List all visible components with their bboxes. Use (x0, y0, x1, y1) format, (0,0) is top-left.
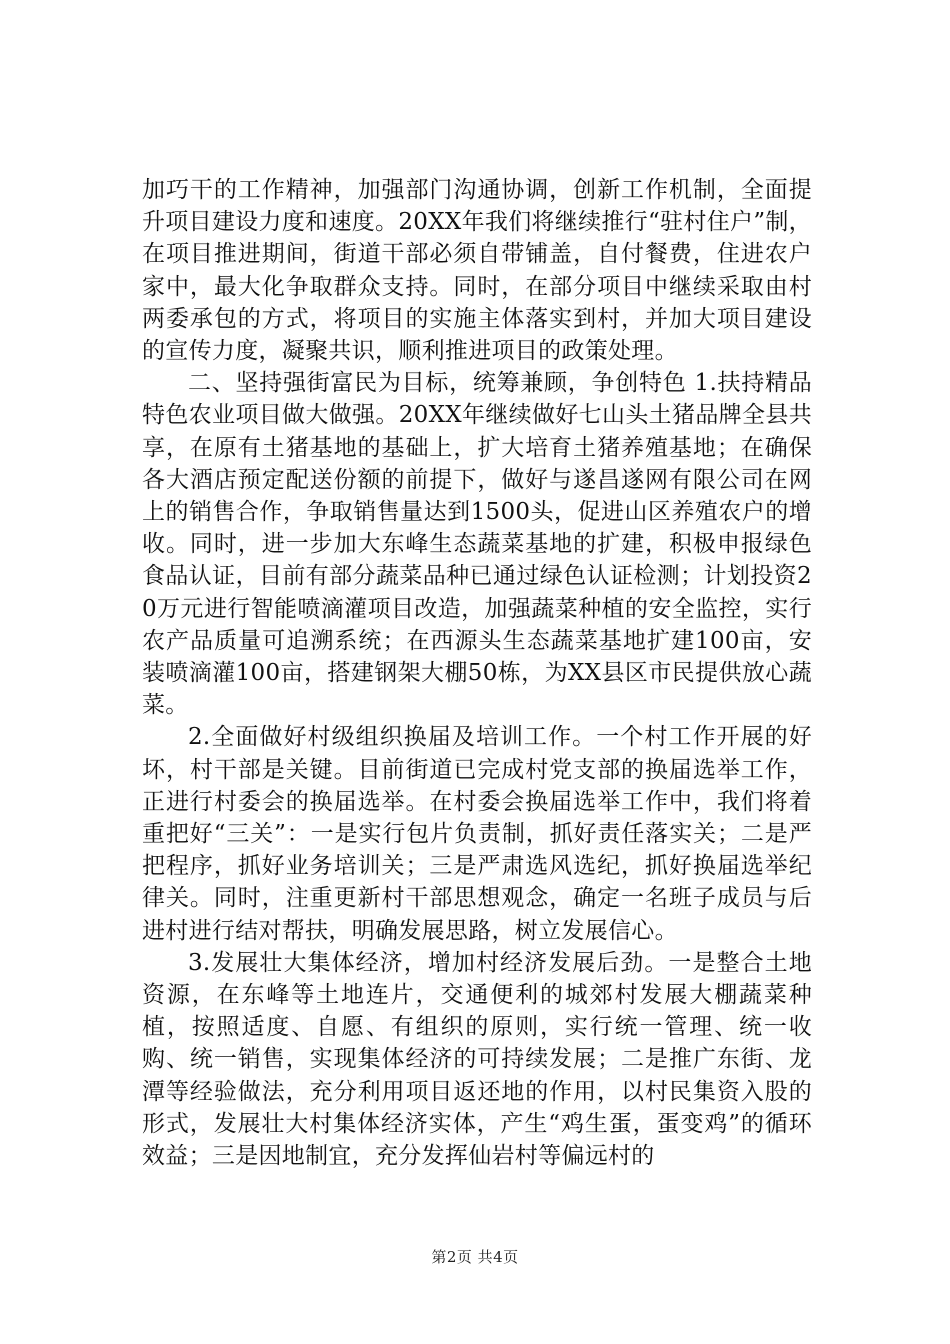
paragraph-4: 3.发展壮大集体经济，增加村经济发展后劲。一是整合土地资源，在东峰等土地连片，交通便利的城郊村发展大棚蔬菜种植，按照适度、自愿、有组织的原则，实行统一管理、统一收购、统一销售，实现集体经济的可持续发展；二是推广东街、龙潭等经验做法，充分利用项目返还地的作用，以村民集资入股的形式，发展壮大村集体经济实体，产生“鸡生蛋，蛋变鸡”的循环效益；三是因地制宜，充分发挥仙岩村等偏远村的 (142, 949, 812, 1170)
paragraph-2: 二、坚持强街富民为目标，统筹兼顾，争创特色 1.扶持精品特色农业项目做大做强。20XX年继续做好七山头土猪品牌全县共享，在原有土猪基地的基础上，扩大培育土猪养殖基地；在确保各大酒店预定配送份额的前提下，做好与遂昌遂网有限公司在网上的销售合作，争取销售量达到1500头，促进山区养殖农户的增收。同时，进一步加大东峰生态蔬菜基地的扩建，积极申报绿色食品认证，目前有部分蔬菜品种已通过绿色认证检测；计划投资20万元进行智能喷滴灌项目改造，加强蔬菜种植的安全监控，实行农产品质量可追溯系统；在西源头生态蔬菜基地扩建100亩，安装喷滴灌100亩，搭建钢架大棚50栋，为XX县区市民提供放心蔬菜。 (142, 370, 812, 719)
document-body (142, 174, 812, 1172)
page-number-footer: 第2页 共4页 (431, 1248, 519, 1266)
paragraph-1: 加巧干的工作精神，加强部门沟通协调，创新工作机制，全面提升项目建设力度和速度。20XX年我们将继续推行“驻村住户”制，在项目推进期间，街道干部必须自带铺盖，自付餐费，住进农户家中，最大化争取群众支持。同时，在部分项目中继续采取由村两委承包的方式，将项目的实施主体落实到村，并加大项目建设的宣传力度，凝聚共识，顺利推进项目的政策处理。 (142, 177, 812, 365)
paragraph-3: 2.全面做好村级组织换届及培训工作。一个村工作开展的好坏，村干部是关键。目前街道已完成村党支部的换届选举工作，正进行村委会的换届选举。在村委会换届选举工作中，我们将着重把好“三关”：一是实行包片负责制，抓好责任落实关；二是严把程序，抓好业务培训关；三是严肃选风选纪，抓好换届选举纪律关。同时，注重更新村干部思想观念，确定一名班子成员与后进村进行结对帮扶，明确发展思路，树立发展信心。 (142, 724, 812, 944)
